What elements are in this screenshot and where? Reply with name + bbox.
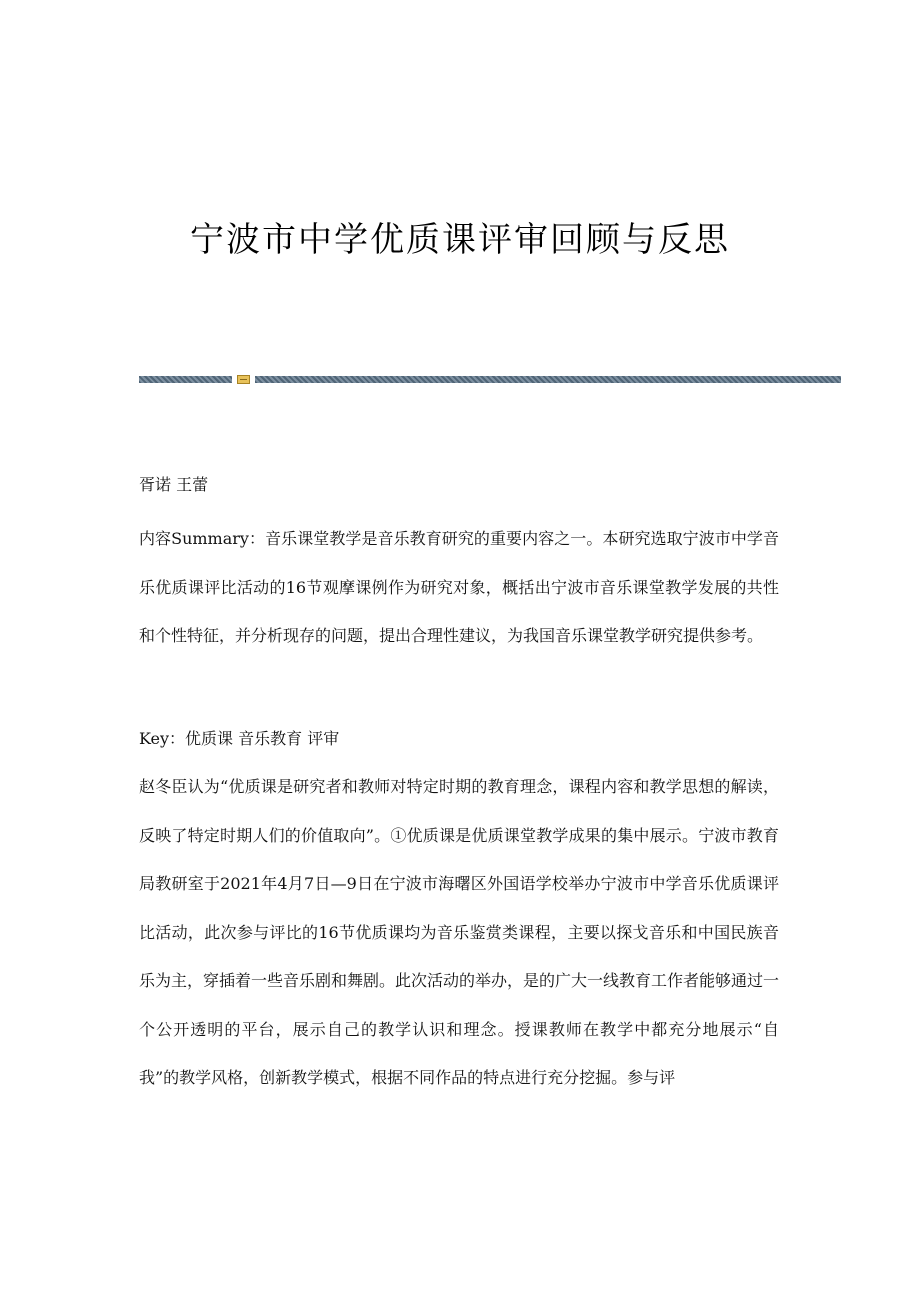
divider-bar-right — [255, 376, 841, 383]
abstract-label: 内容Summary： — [139, 529, 266, 548]
keywords — [139, 715, 779, 764]
keywords-label: Key： — [139, 729, 186, 748]
divider-bar-left — [139, 376, 232, 383]
abstract-text: 音乐课堂教学是音乐教育研究的重要内容之一。本研究选取宁波市中学音乐优质课评比活动的16节观摩课例作为研究对象，概括出宁波市音乐课堂教学发展的共性和个性特征，并分析现存的问题，提出合理性建议，为我国音乐课堂教学研究提供参考。 — [139, 529, 779, 645]
document-title: 宁波市中学优质课评审回顾与反思 — [190, 220, 730, 260]
divider-ornament-icon — [237, 375, 250, 384]
keywords-text: 优质课 音乐教育 评审 — [185, 729, 340, 748]
authors: 胥诺 王蕾 — [139, 475, 209, 494]
body-paragraph: 赵冬臣认为“优质课是研究者和教师对特定时期的教育理念，课程内容和教学思想的解读，反映了特定时期人们的价值取向”。①优质课是优质课堂教学成果的集中展示。宁波市教育局教研室于2021年4月7日—9日在宁波市海曙区外国语学校举办宁波市中学音乐优质课评比活动，此次参与评比的16节优质课均为音乐鉴赏类课程，主要以探戈音乐和中国民族音乐为主，穿插着一些音乐剧和舞剧。此次活动的举办，是的广大一线教育工作者能够通过一个公开透明的平台，展示自己的教学认识和理念。授课教师在教学中都充分地展示“自我”的教学风格，创新教学模式，根据不同作品的特点进行充分挖掘。参与评 — [139, 777, 780, 1087]
title-divider — [139, 375, 841, 385]
abstract — [139, 515, 779, 661]
